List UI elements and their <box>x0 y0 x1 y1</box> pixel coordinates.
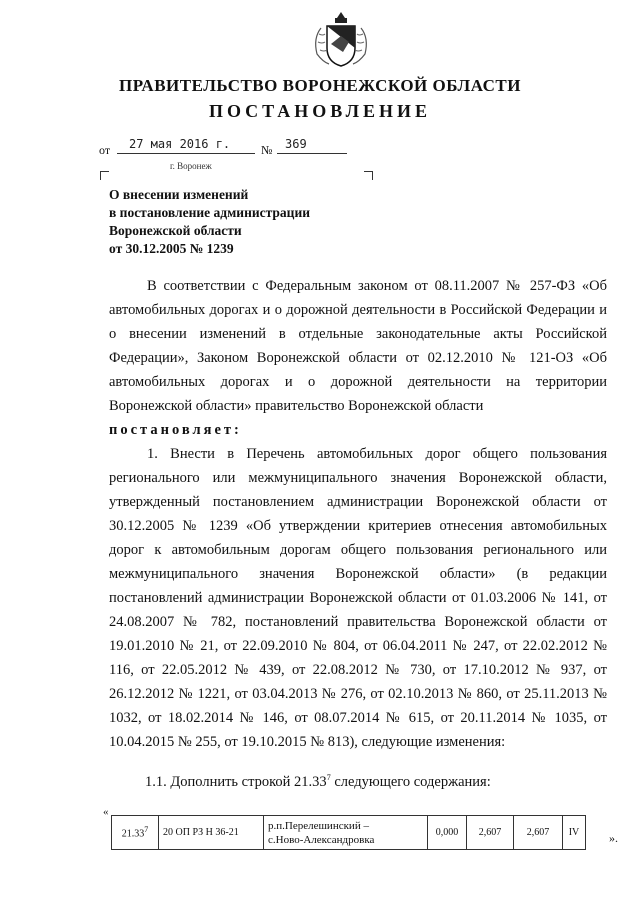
cell-category: IV <box>563 816 586 850</box>
road-table <box>111 815 586 850</box>
date-number-line <box>99 137 399 159</box>
subject-block <box>109 186 369 258</box>
preamble: В соответствии с Федеральным законом от 08.11.2007 № 257-ФЗ «Об автомобильных дорогах и о дорожной деятельности в Российской Федерации и о внесении изменений в отдельные законодательные акты Российской Федерации», Законом Воронежской области от 02.12.2010 № 121-ОЗ «Об автомобильных дорогах и о дорожной деятельности на территории Воронежской области» правительство Воронежской области <box>109 278 607 414</box>
cell-name <box>264 816 428 850</box>
name-line: р.п.Перелешинский – <box>268 819 369 832</box>
subject-line: от 30.12.2005 № 1239 <box>109 241 234 256</box>
item-1-1-sup: 7 <box>326 773 331 782</box>
date-underline <box>117 153 255 154</box>
subject-corner-left <box>100 171 109 180</box>
decree-word: постановляет: <box>109 422 242 438</box>
document-type: ПОСТАНОВЛЕНИЕ <box>208 101 432 121</box>
cell-value: 2,607 <box>467 816 514 850</box>
government-title: ПРАВИТЕЛЬСТВО ВОРОНЕЖСКОЙ ОБЛАСТИ <box>118 76 521 95</box>
cell-code: 20 ОП РЗ Н 36-21 <box>159 816 264 850</box>
subject-corner-right <box>364 171 373 180</box>
coat-of-arms-icon <box>301 8 381 72</box>
number-underline <box>277 153 347 154</box>
quote-close: ». <box>609 831 618 845</box>
name-line: с.Ново-Александровка <box>268 833 375 846</box>
subject-line: Воронежской области <box>109 223 242 238</box>
item-1-1 <box>145 773 491 791</box>
item-1: 1. Внести в Перечень автомобильных дорог общего пользования регионального или межмуниципального значения Воронежской области, утвержденный постановлением администрации Воронежской области от 30.12.2005 № 1239 «Об утверждении критериев отнесения автомобильных дорог к автомобильным дорогам общего пользования регионального или межмуниципального значения Воронежской области» (в редакции постановлений администрации Воронежской области от 01.03.2006 № 141, от 24.08.2007 № 782, постановлений правительства Воронежской области от 19.01.2010 № 21, от 22.09.2010 № 804, от 06.04.2011 № 247, от 22.02.2012 № 116, от 22.05.2012 № 439, от 22.08.2012 № 730, от 17.10.2012 № 937, от 26.12.2012 № 1221, от 03.04.2013 № 276, от 02.10.2013 № 860, от 25.11.2013 № 1032, от 18.02.2014 № 146, от 08.07.2014 № 615, от 20.11.2014 № 1035, от 10.04.2015 № 255, от 19.10.2015 № 813), следующие изменения: <box>109 446 607 750</box>
subject-line: О внесении изменений <box>109 187 249 202</box>
item-1-1-post: следующего содержания: <box>330 773 491 790</box>
document-date: 27 мая 2016 г. <box>129 137 231 151</box>
city: г. Воронеж <box>170 161 212 171</box>
cell-number: 21.33$^7$ <box>112 816 159 850</box>
document-body <box>109 274 607 754</box>
table-row <box>112 816 586 850</box>
from-label: от <box>99 143 111 157</box>
number-label: № <box>261 143 273 157</box>
cell-value: 2,607 <box>514 816 563 850</box>
subject-line: в постановление администрации <box>109 205 311 220</box>
document-number: 369 <box>285 137 307 151</box>
quote-open: « <box>103 806 109 818</box>
cell-value: 0,000 <box>428 816 467 850</box>
item-1-1-pre: 1.1. Дополнить строкой 21.33 <box>145 773 327 790</box>
